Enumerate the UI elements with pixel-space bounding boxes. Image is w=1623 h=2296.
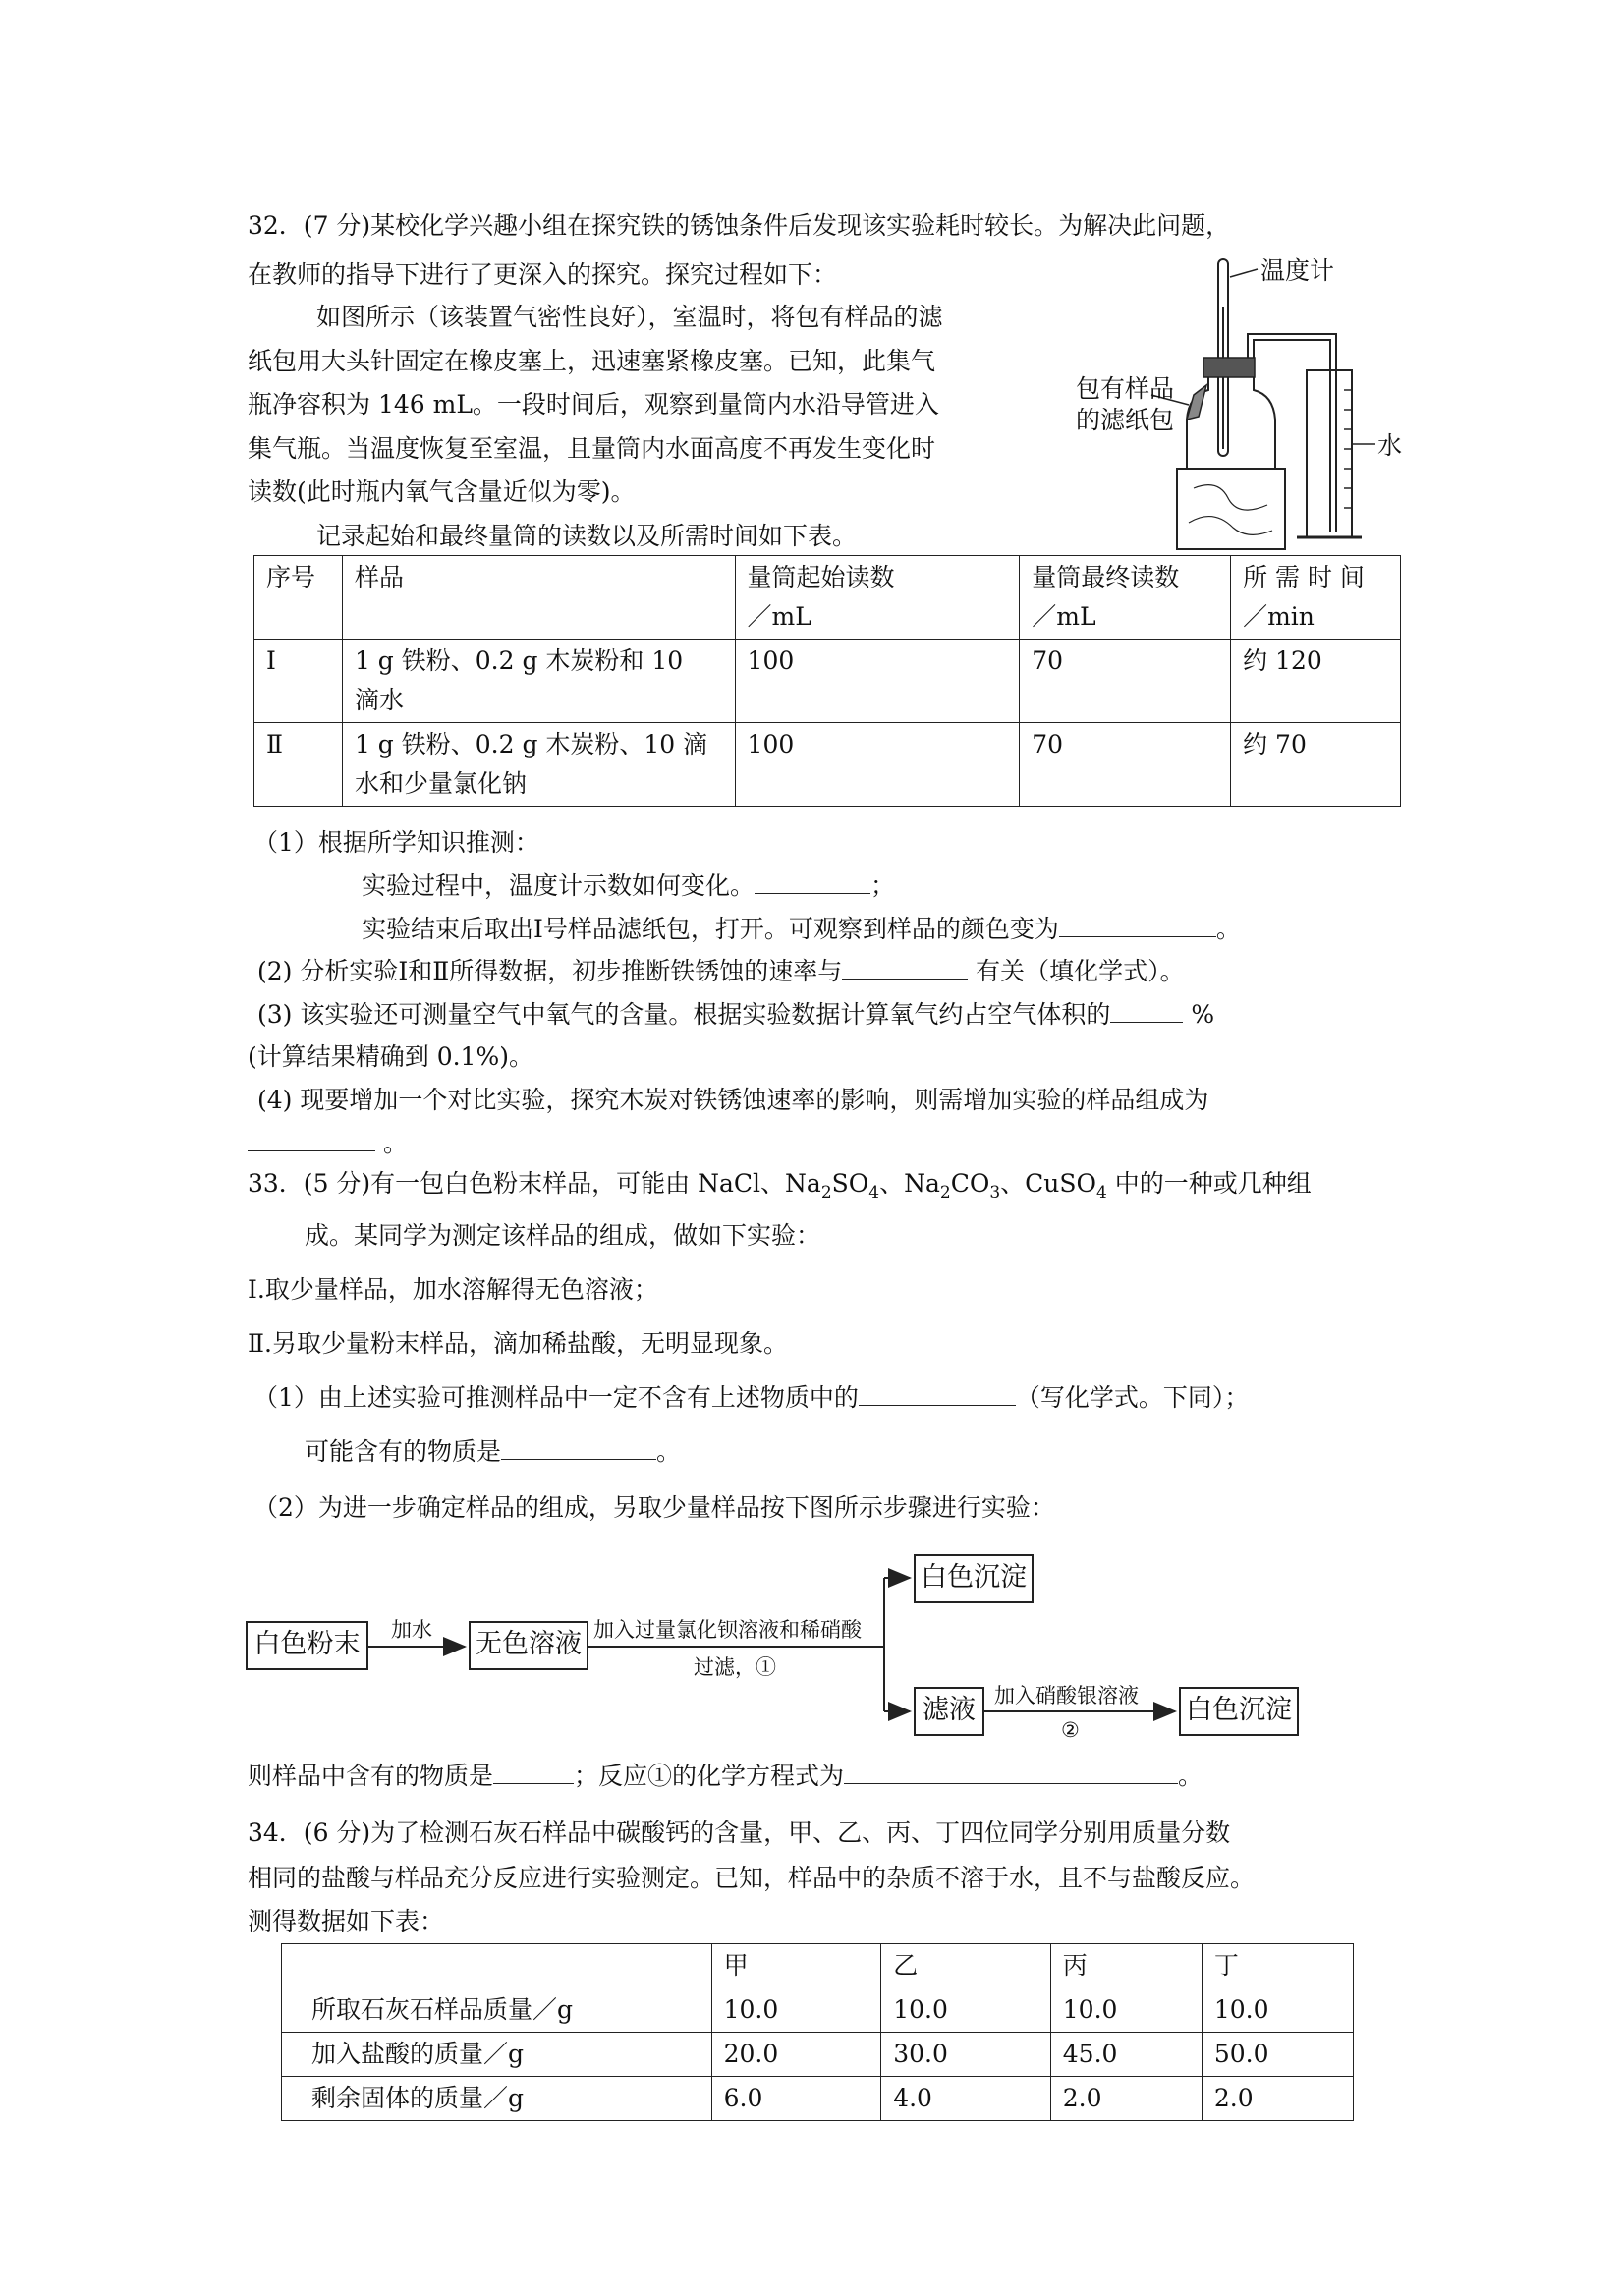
q32-para1-l3: 瓶净容积为 146 mL。一段时间后，观察到量筒内水沿导管进入 [248, 390, 939, 419]
table-cell: 加入盐酸的质量／g [282, 2033, 712, 2077]
flow-label-add-bacl2: 加入过量氯化钡溶液和稀硝酸 [593, 1618, 862, 1642]
q32-sub3-l2: (计算结果精确到 0.1%)。 [248, 1042, 533, 1071]
q32-para1-l4: 集气瓶。当温度恢复至室温，且量筒内水面高度不再发生变化时 [248, 434, 936, 463]
flow-box-filtrate: 滤液 [914, 1687, 984, 1736]
q33-sub1: （1）由上述实验可推测样品中一定不含有上述物质中的 （写化学式。下同）； [253, 1383, 1250, 1412]
table-cell: 1 g 铁粉、0.2 g 木炭粉和 10 滴水 [342, 640, 735, 723]
header-cell: 量筒最终读数 ／mL [1020, 556, 1231, 640]
header-cell: 甲 [711, 1944, 881, 1988]
header-cell: 所 需 时 间 ／min [1231, 556, 1401, 640]
table-row [282, 2077, 1354, 2121]
q32-para1-l5: 读数(此时瓶内氧气含量近似为零)。 [248, 477, 636, 506]
q32-line1: 32．(7 分)某校化学兴趣小组在探究铁的锈蚀条件后发现该实验耗时较长。为解决此问题， [248, 211, 1231, 240]
flow-box-colorless-solution: 无色溶液 [469, 1621, 588, 1670]
q34-line1: 34．(6 分)为了检测石灰石样品中碳酸钙的含量，甲、乙、丙、丁四位同学分别用质量分数 [248, 1819, 1231, 1847]
q33-result: 则样品中含有的物质是 ；反应①的化学方程式为 。 [248, 1762, 1203, 1790]
table-cell: 2.0 [1050, 2077, 1202, 2121]
q32-sub4: (4) 现要增加一个对比实验，探究木炭对铁锈蚀速率的影响，则需增加实验的样品组成为 [257, 1086, 1209, 1114]
header-cell: 丁 [1202, 1944, 1353, 1988]
table-cell: 20.0 [711, 2033, 881, 2077]
flow-label-step2: ② [1061, 1718, 1080, 1742]
table-cell: 10.0 [881, 1988, 1051, 2033]
label-sample-l2: 的滤纸包 [1076, 406, 1175, 434]
header-cell: 量筒起始读数 ／mL [735, 556, 1020, 640]
q33-line2: 成。某同学为测定该样品的组成，做如下实验： [305, 1221, 821, 1250]
label-thermometer: 温度计 [1260, 256, 1335, 285]
q32-para1-l1: 如图所示（该装置气密性良好），室温时，将包有样品的滤 [316, 303, 943, 331]
table-cell: 70 [1020, 640, 1231, 723]
table-cell: 70 [1020, 723, 1231, 807]
q33-sub1-l2: 可能含有的物质是 。 [305, 1437, 682, 1466]
flow-label-add-water: 加水 [391, 1618, 432, 1642]
table-cell: 100 [735, 723, 1020, 807]
table-cell: 2.0 [1202, 2077, 1353, 2121]
flow-box-white-precipitate-2: 白色沉淀 [1179, 1687, 1299, 1736]
table-cell: 1 g 铁粉、0.2 g 木炭粉、10 滴 水和少量氯化钠 [342, 723, 735, 807]
table-cell: 10.0 [1050, 1988, 1202, 2033]
flow-label-filter: 过滤，① [694, 1655, 776, 1679]
header-cell: 序号 [254, 556, 343, 640]
table-cell: 剩余固体的质量／g [282, 2077, 712, 2121]
q32-line2: 在教师的指导下进行了更深入的探究。探究过程如下： [248, 260, 838, 289]
answer-blank[interactable] [493, 1760, 574, 1784]
table-cell: 30.0 [881, 2033, 1051, 2077]
q34-table [281, 1943, 1354, 2121]
table-cell: 100 [735, 640, 1020, 723]
label-sample-l1: 包有样品 [1076, 374, 1175, 403]
table-cell: 45.0 [1050, 2033, 1202, 2077]
header-cell: 样品 [342, 556, 735, 640]
table-row [282, 2033, 1354, 2077]
q34-line2: 相同的盐酸与样品充分反应进行实验测定。已知，样品中的杂质不溶于水，且不与盐酸反应。 [248, 1864, 1256, 1892]
q33-line1: 33．(5 分)有一包白色粉末样品，可能由 NaCl、$Na_2SO_4$、$Na_2CO_3$、CuSO$_4$ 中的一种或几种组 [248, 1169, 1312, 1203]
q32-sub1-b: 实验结束后取出Ⅰ号样品滤纸包，打开。可观察到样品的颜色变为 。 [362, 915, 1241, 943]
q32-sub4-l2: 。 [248, 1126, 408, 1161]
table-cell: 所取石灰石样品质量／g [282, 1988, 712, 2033]
q32-sub1-head: （1）根据所学知识推测： [253, 828, 539, 857]
header-cell [282, 1944, 712, 1988]
table-cell: 约 120 [1231, 640, 1401, 723]
q32-sub3: (3) 该实验还可测量空气中氧气的含量。根据实验数据计算氧气约占空气体积的 % [257, 1000, 1215, 1029]
q32-sub2: (2) 分析实验Ⅰ和Ⅱ所得数据，初步推断铁锈蚀的速率与 有关（填化学式）。 [257, 957, 1185, 985]
table-cell: 约 70 [1231, 723, 1401, 807]
flow-box-white-powder: 白色粉末 [246, 1621, 368, 1670]
q32-sub1-a: 实验过程中，温度计示数如何变化。 ； [362, 871, 896, 900]
table-cell: Ⅱ [254, 723, 343, 807]
q34-line3: 测得数据如下表： [248, 1907, 445, 1935]
table-cell: 4.0 [881, 2077, 1051, 2121]
table-row [282, 1988, 1354, 2033]
table-header-row [282, 1944, 1354, 1988]
label-water: 水 [1377, 431, 1403, 460]
q32-para2: 记录起始和最终量筒的读数以及所需时间如下表。 [316, 522, 858, 550]
flow-label-add-agno3: 加入硝酸银溶液 [994, 1684, 1139, 1708]
table-cell: 6.0 [711, 2077, 881, 2121]
table-cell: Ⅰ [254, 640, 343, 723]
header-cell: 丙 [1050, 1944, 1202, 1988]
table-cell: 50.0 [1202, 2033, 1353, 2077]
q32-para1-l2: 纸包用大头针固定在橡皮塞上，迅速塞紧橡皮塞。已知，此集气 [248, 347, 936, 375]
q33-step2: Ⅱ.另取少量粉末样品，滴加稀盐酸，无明显现象。 [248, 1329, 788, 1358]
flow-box-white-precipitate-1: 白色沉淀 [914, 1554, 1034, 1603]
table-cell: 10.0 [1202, 1988, 1353, 2033]
q33-step1: Ⅰ.取少量样品，加水溶解得无色溶液； [248, 1275, 658, 1304]
q33-sub2: （2）为进一步确定样品的组成，另取少量样品按下图所示步骤进行实验： [253, 1493, 1055, 1522]
header-cell: 乙 [881, 1944, 1051, 1988]
answer-blank[interactable] [844, 1760, 1178, 1784]
table-cell: 10.0 [711, 1988, 881, 2033]
